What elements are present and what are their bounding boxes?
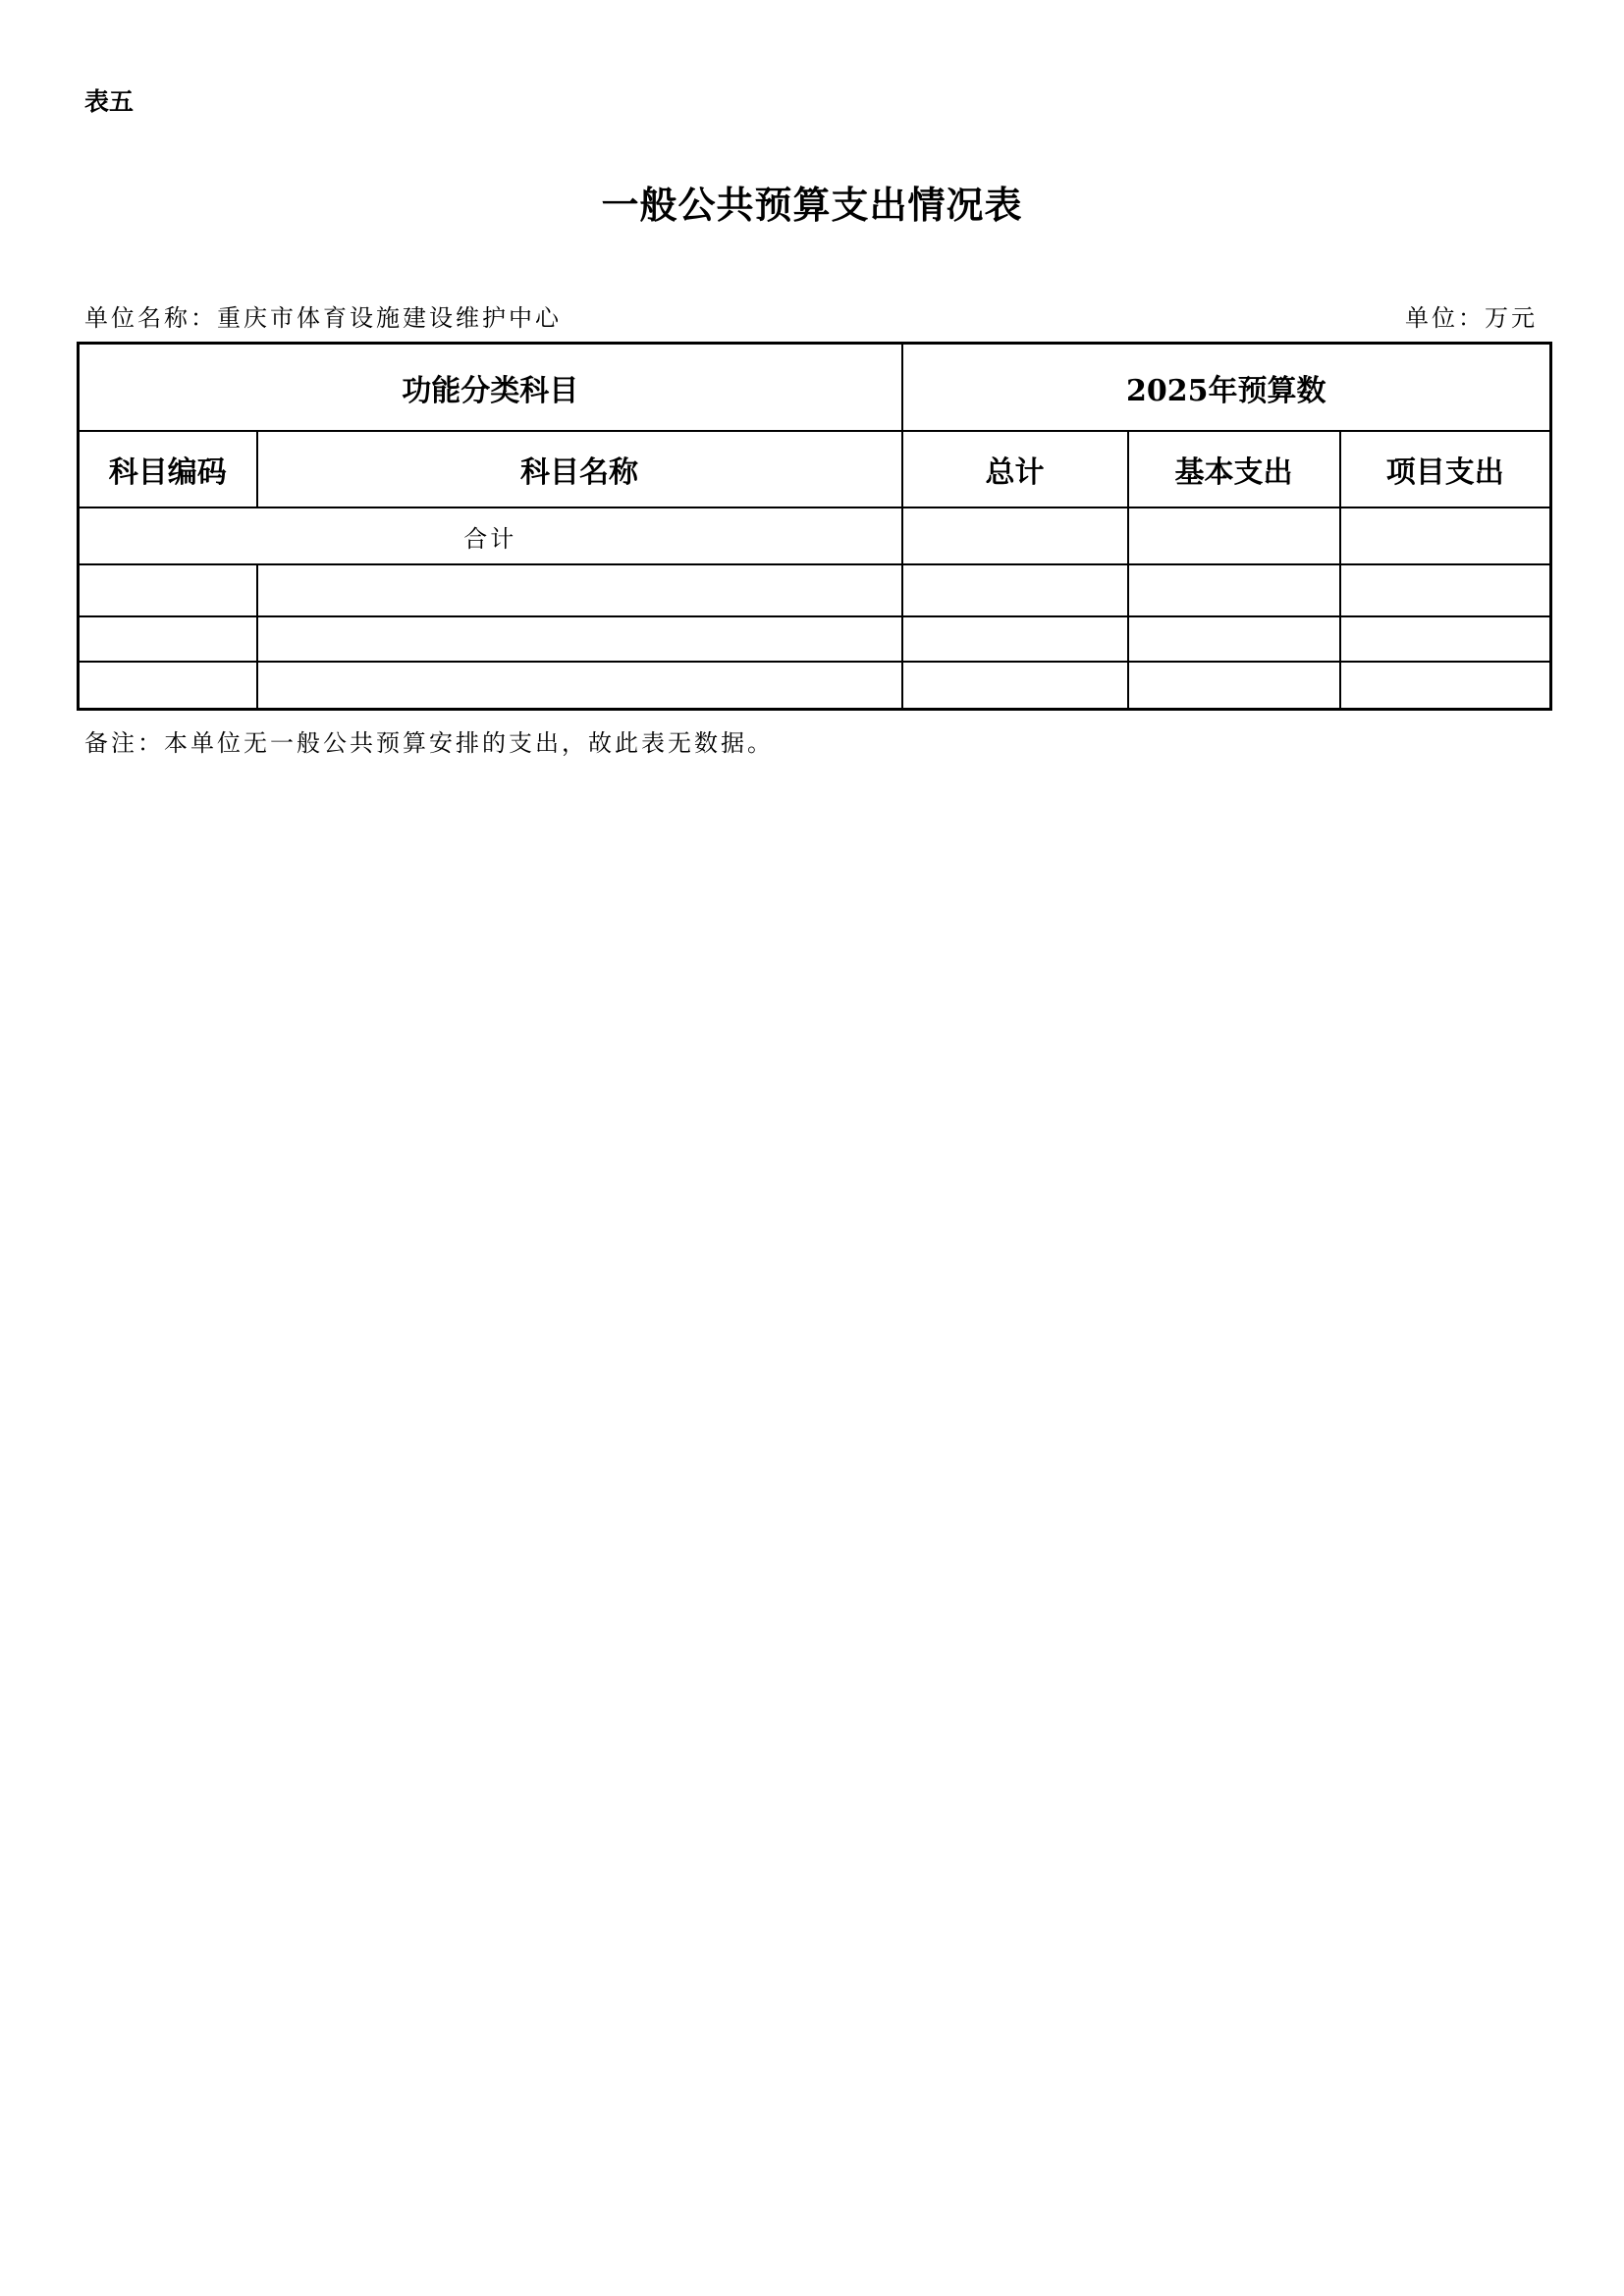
total-row (79, 507, 1551, 564)
column-header-name: 科目名称 (257, 431, 902, 507)
table-cell (1128, 662, 1340, 710)
table-note: 备注：本单位无一般公共预算安排的支出，故此表无数据。 (84, 729, 774, 757)
column-header-total: 总计 (902, 431, 1128, 507)
unit-name: 单位名称：重庆市体育设施建设维护中心 (84, 304, 562, 332)
table-label: 表五 (84, 87, 135, 116)
table-cell (902, 662, 1128, 710)
column-header-basic: 基本支出 (1128, 431, 1340, 507)
table-cell (902, 616, 1128, 662)
meta-row (84, 298, 1538, 332)
column-header-code: 科目编码 (79, 431, 257, 507)
table-row (79, 564, 1551, 616)
header-group-row (79, 344, 1551, 432)
table-row (79, 616, 1551, 662)
table-row (79, 662, 1551, 710)
table-cell (257, 662, 902, 710)
header-budget-year: 2025年预算数 (902, 344, 1551, 432)
table-cell (1340, 564, 1551, 616)
table-cell (1340, 616, 1551, 662)
total-cell (1128, 507, 1340, 564)
budget-table (77, 342, 1552, 711)
table-cell (1340, 662, 1551, 710)
table-cell (257, 564, 902, 616)
header-function-category: 功能分类科目 (79, 344, 902, 432)
table-cell (1128, 564, 1340, 616)
table-cell (79, 616, 257, 662)
table-cell (79, 564, 257, 616)
header-columns-row (79, 431, 1551, 507)
table-cell (79, 662, 257, 710)
total-label: 合计 (79, 507, 902, 564)
unit-label: 单位：万元 (1405, 304, 1538, 332)
document-title: 一般公共预算支出情况表 (601, 183, 1023, 227)
table-cell (1128, 616, 1340, 662)
total-cell (902, 507, 1128, 564)
total-cell (1340, 507, 1551, 564)
table-cell (257, 616, 902, 662)
table-cell (902, 564, 1128, 616)
column-header-project: 项目支出 (1340, 431, 1551, 507)
